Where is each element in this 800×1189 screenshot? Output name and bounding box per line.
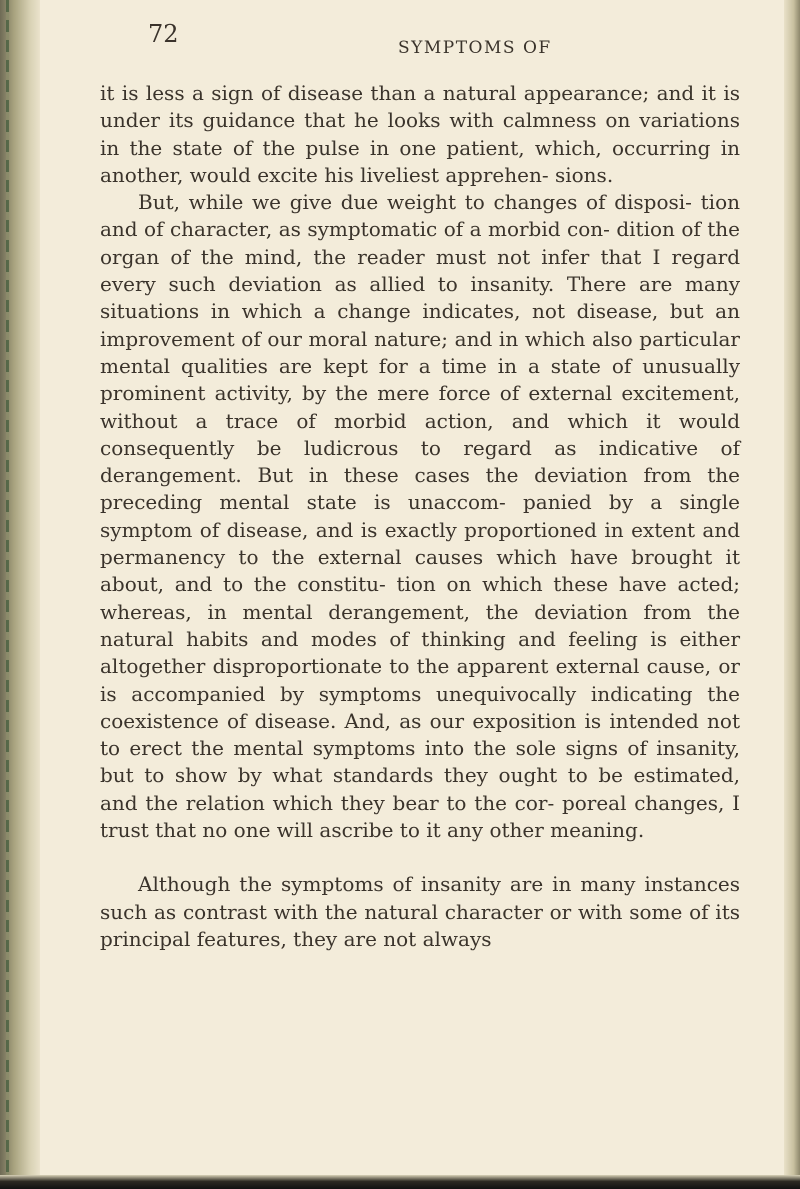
paragraph-continued: it is less a sign of disease than a natural appearance; and it is under its guidance that he looks with calmness on variations in the state of the pulse in one patient, which, occurring in another, would excite his liveliest apprehen- sions. bbox=[100, 81, 740, 187]
page-bottom-edge bbox=[0, 1175, 800, 1189]
paragraph: Although the symptoms of insanity are in many instances such as contrast with the natural character or with some of its principal features, they are not always bbox=[100, 872, 740, 951]
binding-thread bbox=[6, 0, 9, 1189]
paragraph: But, while we give due weight to changes of disposi- tion and of character, as symptomatic of a morbid con- dition of the organ of the mind, the reader must not infer that I regard every such deviation as allied to insanity. There are many situations in which a change indicates, not disease, but an improvement of our moral nature; and in which also particular mental qualities are kept for a time in a state of unusually prominent activity, by the mere force of external excitement, without a trace of morbid action, and which it would consequently be ludicrous to regard as indicative of derangement. But in these cases the deviation from the preceding mental state is unaccom- panied by a single symptom of disease, and is exactly proportioned in extent and permanency to the external causes which have brought it about, and to the constitu- tion on which these have acted; whereas, in mental derangement, the deviation from the natural habits and modes of thinking and feeling is either altogether disproportionate to the apparent external cause, or is accompanied by symptoms unequivocally indicating the coexistence of disease. And, as our exposition is intended not to erect the mental symptoms into the sole signs of insanity, but to show by what standards they ought to be estimated, and the relation which they bear to the cor- poreal changes, I trust that no one will ascribe to it any other meaning. bbox=[100, 190, 740, 843]
running-head: SYMPTOMS OF bbox=[398, 38, 552, 58]
body-text bbox=[100, 80, 740, 953]
page-fore-edge bbox=[784, 0, 800, 1189]
page-binding-gutter bbox=[0, 0, 40, 1189]
page-number: 72 bbox=[148, 20, 179, 48]
